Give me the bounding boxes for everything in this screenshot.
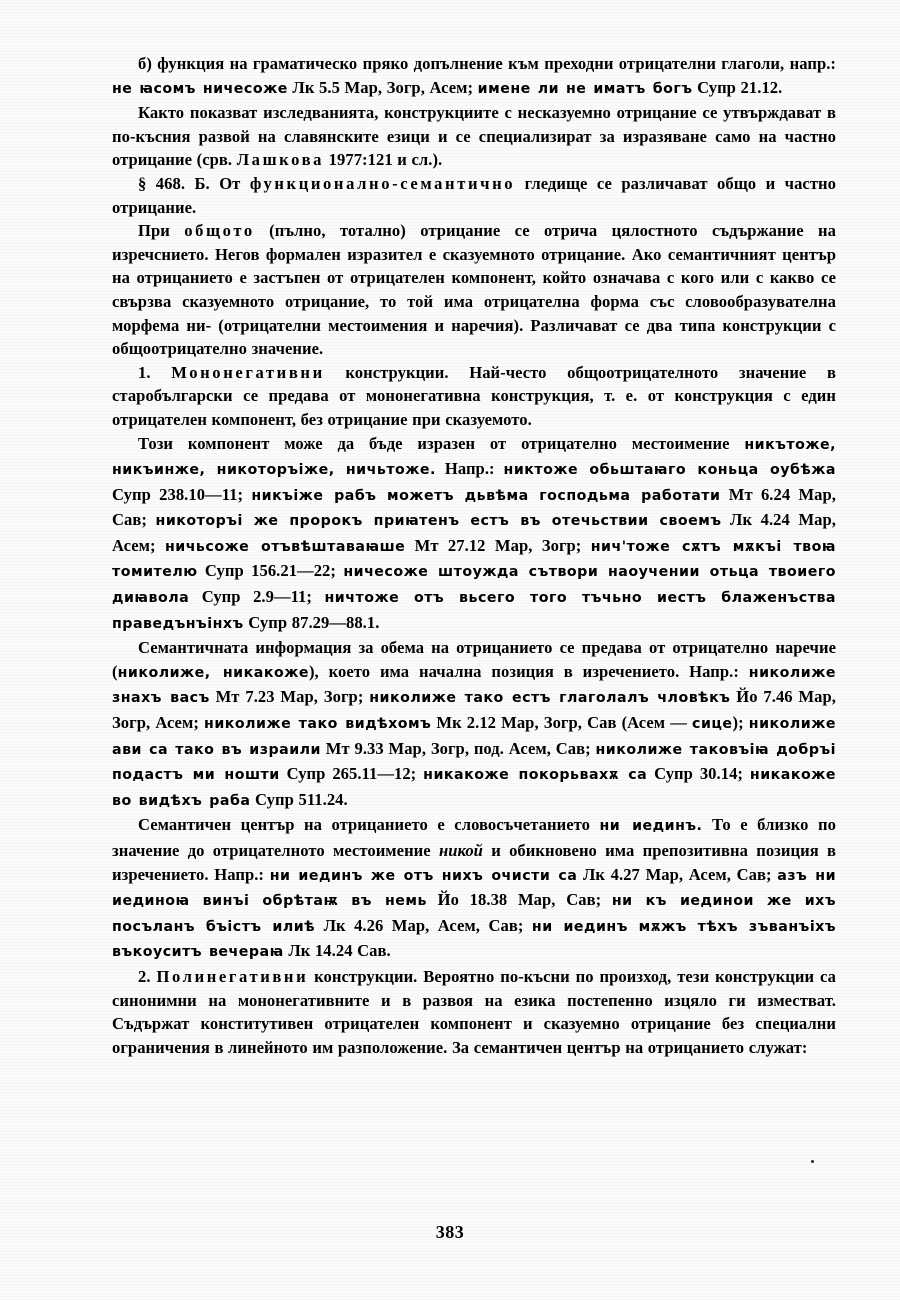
body-text: Мт 7.23 Мар, Зогр;: [209, 687, 370, 707]
body-text: Йо 7.46 Мар, Зогр, Асем;: [112, 687, 837, 733]
ocs-citation: сице: [692, 716, 733, 733]
body-text: );: [732, 713, 749, 733]
body-text: Супр 21.12.: [692, 77, 783, 97]
body-text: Лк 14.24 Сав.: [283, 941, 391, 961]
paragraph: [112, 361, 836, 432]
body-text: Супр 87.29—88.1.: [243, 612, 380, 632]
spaced-emphasis: Лашкова: [236, 150, 325, 170]
body-text: конструкции. Вероятно по-късни по произход, тези конструкции са синонимни на мононегативните и в развоя на езика постепенно изцяло ги изместват. Съдържат конститутивен отрицателен компонент и сказуемно отрицание без специални ограничения в линейното им разположение. За семантичен център на отрицанието служат:: [112, 966, 836, 1057]
ocs-citation: ничьсоже отъвѣштаваꙗше: [164, 538, 406, 555]
ocs-citation: никтоже обьштаꙗго коньца оубѣжа: [503, 462, 836, 479]
ocs-citation: никакоже покорьвахѫ са: [423, 767, 648, 784]
body-text: Мт 6.24 Мар, Сав;: [112, 484, 837, 530]
body-text: Мк 2.12 Мар, Зогр, Сав (Асем —: [431, 713, 693, 733]
body-text: гледище се различават общо и частно отрицание.: [112, 173, 836, 217]
ocs-citation: никътоже, никъинже, никоторъіже, ничьтоже.: [112, 436, 836, 479]
ocs-citation: николиже тако видѣхомъ: [204, 716, 432, 733]
spaced-emphasis: общото: [184, 221, 255, 241]
body-text: При: [138, 221, 185, 241]
italic-emphasis: никой: [438, 841, 483, 860]
body-text: ), което има начална позиция в изречението. Напр.:: [308, 661, 749, 681]
body-text: Напр.:: [435, 459, 504, 479]
ocs-citation: николиже тако естъ глаголалъ чловѣкъ: [369, 690, 731, 707]
ocs-citation: николиже, никакоже: [117, 664, 309, 681]
body-text: Супр 30.14;: [647, 764, 750, 784]
page-number: 383: [435, 1222, 465, 1242]
paragraph: [112, 432, 836, 637]
body-text: б) функция на граматическо пряко допълнение към преходни отрицателни глаголи, напр.:: [138, 54, 836, 73]
ocs-citation: азъ ни иединоꙗ винъі обрѣтаѭ въ немь: [112, 867, 837, 910]
ocs-citation: николиже знахъ васъ: [112, 664, 836, 707]
body-text: Йо 18.38 Мар, Сав;: [426, 890, 612, 910]
ocs-citation: никъіже рабъ можетъ дьвѣма господьма работати: [251, 487, 721, 504]
body-text: Супр 265.11—12;: [279, 764, 424, 784]
paragraph: [112, 965, 836, 1059]
paragraph: [112, 172, 836, 219]
ocs-citation: нич'тоже сѫтъ мѫкъі твоꙗ томителю: [112, 538, 836, 581]
body-text: Супр 238.10—11;: [112, 484, 252, 504]
ocs-citation: николиже ави са тако въ израили: [112, 716, 836, 758]
ocs-citation: никакоже во видѣхъ раба: [112, 767, 836, 809]
spaced-emphasis: функционално-семантично: [249, 173, 516, 193]
body-text: Мт 9.33 Мар, Зогр, под. Асем, Сав;: [320, 738, 596, 758]
spaced-emphasis: Полинегативни: [156, 966, 309, 986]
body-text: (пълно, тотално) отрицание се отрича цялостното съдържание на изречснието. Негов формален изразител е сказуемното отрицание. Ако семантичният център на отрицанието е застъпен от отрицателен компонент, който означава с кого или с какво се свързва сказуемното отрицание, то той има отрицателна форма със словообразувателна морфема ни- (отрицателни местоимения и наречия). Различават се два типа конструкции с общоотрицателно значение.: [112, 221, 836, 359]
paragraph: [112, 636, 836, 813]
body-text: Лк 5.5 Мар, Зогр, Асем;: [287, 77, 478, 97]
ocs-citation: николиже таковъіꙗ добръі подастъ ми ношти: [112, 741, 836, 784]
body-text: Лк 4.24 Мар, Асем;: [112, 510, 836, 555]
body-text: 1.: [138, 362, 172, 382]
body-text-block: [112, 52, 836, 1059]
body-text: 2.: [138, 966, 157, 986]
body-text: Мт 27.12 Мар, Зогр;: [405, 535, 591, 555]
body-text: § 468. Б. От: [138, 173, 250, 193]
paragraph: [112, 101, 836, 172]
ocs-citation: не ꙗсомъ ничесоже: [112, 80, 288, 97]
ocs-citation: никоторъі же пророкъ приꙗтенъ естъ въ отечьствии своемъ: [155, 513, 722, 530]
body-text: Лк 4.27 Мар, Асем, Сав;: [577, 864, 778, 884]
body-text: Семантичната информация за обема на отрицанието се предава от отрицателно наречие (: [112, 638, 836, 681]
body-text: 1977:121 и сл.).: [324, 150, 443, 170]
spaced-emphasis: Мононегативни: [171, 362, 325, 382]
paragraph: [112, 813, 836, 965]
body-text: Супр 156.21—22;: [197, 561, 344, 581]
scan-artifact-speck: [811, 1160, 814, 1163]
body-text: Супр 2.9—11;: [189, 587, 325, 607]
body-text: Този компонент може да бъде изразен от отрицателно местоимение: [138, 433, 745, 453]
body-text: конструкции. Най-често общоотрицателното значение в старобългарски се предава от мононегативна конструкция, т. е. от конструкция с един отрицателен компонент, без отрицание при сказуемото.: [112, 362, 837, 429]
body-text: То е близко по значение до отрицателното местоимение: [112, 815, 837, 860]
ocs-citation: ни иединъ.: [599, 818, 703, 835]
ocs-citation: ни къ иединои же ихъ посъланъ бъістъ илиѣ: [112, 893, 836, 935]
body-text: Както показват изследванията, конструкциите с несказуемно отрицание се утвърждават в по-късния развой на славянските езици и се специализират за изразяване само на частно отрицание (срв.: [112, 103, 836, 170]
body-text: Лк 4.26 Мар, Асем, Сав;: [315, 915, 532, 935]
paragraph: [112, 219, 836, 361]
body-text: Супр 511.24.: [250, 789, 348, 809]
ocs-citation: ничтоже отъ вьсего того тъчьно иестъ блаженъства праведънъінхъ: [112, 590, 836, 632]
body-text: Семантичен център на отрицанието е словосъчетанието: [138, 815, 600, 835]
ocs-citation: ни иединъ же отъ нихъ очисти са: [269, 867, 578, 884]
paragraph: [112, 52, 836, 101]
ocs-citation: ничесоже штоужда сътвори наоучении отьца твоиего диꙗвола: [112, 564, 836, 607]
ocs-citation: ни иединъ мѫжъ тѣхъ зъванъіхъ въкоуситъ вечераꙗ: [112, 918, 836, 961]
body-text: и обикновено има препозитивна позиция в изречението. Напр.:: [112, 841, 836, 884]
ocs-citation: имене ли не иматъ богъ: [477, 80, 693, 97]
